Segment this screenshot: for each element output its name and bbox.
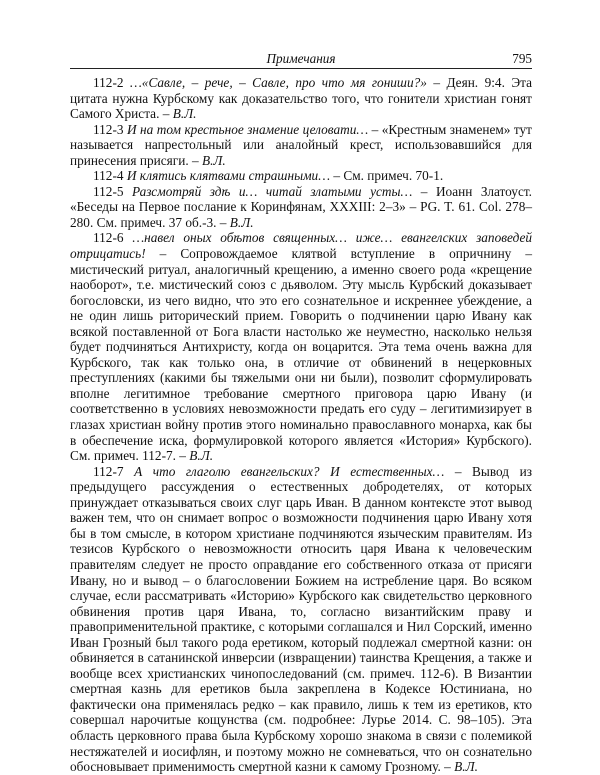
note-text: – Вывод из предыдущего рассуждения о естественных добродетелях, от которых принуждает отказываться своих слуг царь Иван. В данном контексте этот вывод важен тем, что он снимает вопрос о возможности подчинения царю Ивану хотя бы в том смысле, в котором христиане подчиняются языческим правителям. Из тезисов Курбского о невозможности относить царя Ивана к человеческим правителям следует не просто оправдание его собственного отказа от присяги Ивану, но и вывод – о благословении Божием на истребление царя. Во всяком случае, если рассматривать «Историю» Курбского как свидетельство церковного обвинения против царя Ивана, то, согласно византийским праву и правоприменительной практике, с которыми соглашался и Нил Сорский, именно Иван Грозный был такого рода еретиком, который подлежал смертной казни: он обвиняется в сатанинской инверсии (извращении) таинства Крещения, а также и вообще всех христианских чинопоследований (см. примеч. 112-6). В Византии смертная казнь для еретиков была закреплена в Кодексе Юстиниана, но фактически она применялась редко – как правило, лишь к тем из еретиков, кто совершал нарочитые кощунства (см. подробнее: Лурье 2014. С. 98–105). Эта область церковного права была Курбскому хорошо знакома в связи с полемикой нестяжателей и иосифлян, и поэтому можно не сомневаться, что он сознательно обосновывает применимость смертной казни к самому Грозному. – [70, 463, 532, 775]
note-112-2 [70, 75, 532, 122]
note-number: 112-3 [93, 121, 124, 137]
note-number: 112-7 [93, 463, 124, 479]
note-112-5 [70, 184, 532, 231]
note-lemma: И клятись клятвами страшными… [126, 168, 331, 184]
note-signature: В.Л. [229, 214, 254, 230]
note-text: – «Крестным знаменем» тут называется напрестольный или аналойный крест, использовавшийся для принесения присяги. – [70, 121, 532, 168]
note-signature: В.Л. [201, 152, 226, 168]
note-112-7 [70, 464, 532, 775]
note-number: 112-6 [93, 230, 124, 246]
note-signature: В.Л. [172, 106, 197, 122]
note-lemma: …навел оных обѣтов священных… иже… евангелских заповедей отрицатись! [70, 230, 533, 262]
note-signature: В.Л. [454, 759, 478, 775]
running-head [70, 48, 532, 69]
note-text: – Деян. 9:4. Эта цитата нужна Курбскому как доказательство того, что гонители христиан гонят Самого Христа. – [70, 75, 532, 122]
section-title: Примечания [266, 51, 336, 66]
book-page [70, 48, 532, 775]
note-number: 112-5 [93, 183, 124, 199]
note-lemma: …«Савле, – рече, – Савле, про что мя гониши?» [129, 75, 427, 90]
note-signature: В.Л. [189, 448, 214, 464]
note-112-4 [70, 168, 532, 184]
note-number: 112-4 [93, 168, 124, 184]
notes-list [70, 75, 532, 775]
note-text: – Иоанн Златоуст. «Беседы на Первое послание к Коринфянам, XXXIII: 2–3» – PG. T. 61. Col. 278–280. См. примеч. 37 об.-3. – [70, 183, 532, 230]
note-lemma: И на том крестьное знамение целовати… [127, 121, 369, 137]
note-text: – См. примеч. 70-1. [330, 168, 444, 184]
note-text: – Сопровождаемое клятвой вступление в опричнину – мистический ритуал, аналогичный крещению, а именно своего рода «крещение наоборот», т.е. мистический союз с дьяволом. Эту мысль Курбский доказывает богословски, из чего видно, что это его сознательное и искреннее убеждение, а не один лишь риторический прием. Говорить о подчинении царю Ивану как всякой поставленной от Бога власти настолько же неуместно, насколько нельзя будет подчиняться Антихристу, когда он воцарится. Эта тема очень важна для Курбского, так как только она, в отличие от обвинений в нецерковных преступлениях (какими бы тяжелыми они ни были), позволит сформулировать вполне легитимное требование смертного приговора царю Ивану (и соответственно в условиях невозможности предать его суду – легитимизирует в глазах христиан войну против этого номинально православного монарха, как бы в обеспечение иска, формулировкой которого является «История» Курбского). См. примеч. 112-7. – [70, 246, 532, 464]
note-number: 112-2 [93, 75, 124, 90]
page-number: 795 [512, 51, 532, 66]
note-112-3 [70, 122, 532, 169]
note-112-6 [70, 230, 532, 463]
note-lemma: Разсмотряй здѣ и… читай златыми усты… [132, 183, 413, 199]
note-lemma: А что глаголю евангельских? И естественных… [134, 463, 445, 479]
